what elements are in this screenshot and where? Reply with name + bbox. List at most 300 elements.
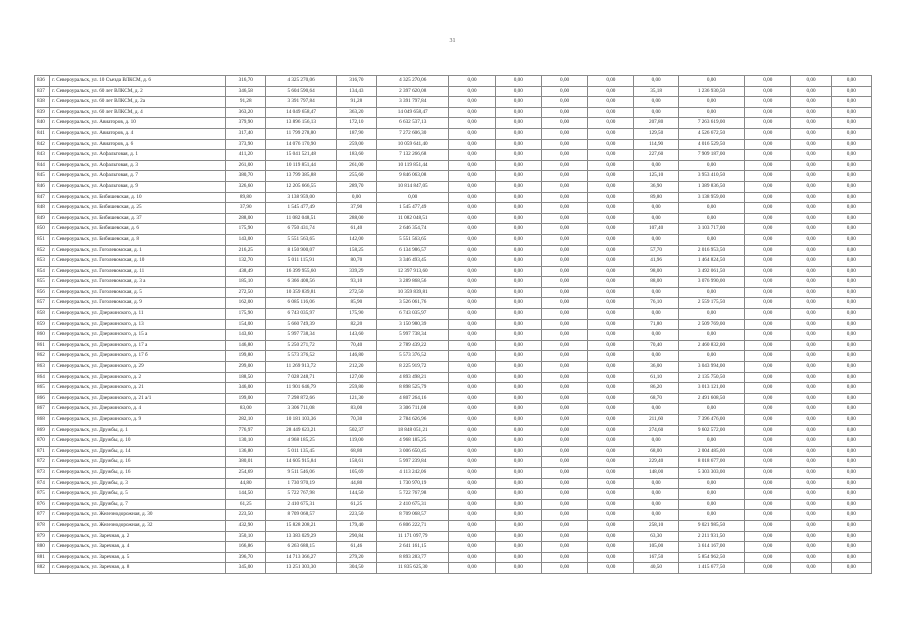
cost-2-cell: 0,00 [495, 139, 541, 150]
total-area-cell: 438,49 [226, 266, 266, 277]
total-cost-cell: 10 119 851,44 [266, 160, 336, 171]
area-5-cell: 0,00 [745, 203, 791, 214]
area-2-cell: 0,00 [449, 446, 495, 457]
cost-4-cell: 0,00 [678, 234, 744, 245]
area-2-cell: 0,00 [449, 309, 495, 320]
cost-1-cell: 8 898 525,79 [377, 383, 449, 394]
row-number-cell: 844 [35, 160, 50, 171]
table-row [35, 404, 872, 415]
extra-cell: 0,00 [831, 362, 871, 373]
cost-5-cell: 0,00 [791, 192, 831, 203]
cost-5-cell: 0,00 [791, 372, 831, 383]
cost-5-cell: 0,00 [791, 478, 831, 489]
area-3-cell: 0,00 [541, 181, 587, 192]
area-1-cell: 144,50 [336, 489, 376, 500]
address-cell: г. Североуральск, ул. Железнодорожная, д. 32 [50, 520, 226, 531]
total-area-cell: 223,50 [226, 510, 266, 521]
area-4-cell: 63,30 [634, 531, 678, 542]
area-5-cell: 0,00 [745, 383, 791, 394]
cost-3-cell: 0,00 [588, 552, 634, 563]
table-row [35, 277, 872, 288]
cost-3-cell: 0,00 [588, 256, 634, 267]
cost-5-cell: 0,00 [791, 309, 831, 320]
cost-3-cell: 0,00 [588, 150, 634, 161]
area-2-cell: 0,00 [449, 404, 495, 415]
cost-1-cell: 4 113 242,06 [377, 467, 449, 478]
total-area-cell: 136,80 [226, 446, 266, 457]
total-area-cell: 146,80 [226, 340, 266, 351]
cost-1-cell: 7 132 266,68 [377, 150, 449, 161]
area-2-cell: 0,00 [449, 542, 495, 553]
total-area-cell: 363,20 [226, 107, 266, 118]
cost-1-cell: 11 835 625,30 [377, 563, 449, 574]
row-number-cell: 881 [35, 552, 50, 563]
extra-cell: 0,00 [831, 467, 871, 478]
cost-4-cell: 3 013 121,00 [678, 383, 744, 394]
cost-3-cell: 0,00 [588, 107, 634, 118]
area-1-cell: 61,46 [336, 542, 376, 553]
area-2-cell: 0,00 [449, 181, 495, 192]
area-3-cell: 0,00 [541, 478, 587, 489]
cost-2-cell: 0,00 [495, 425, 541, 436]
cost-2-cell: 0,00 [495, 245, 541, 256]
area-2-cell: 0,00 [449, 234, 495, 245]
area-3-cell: 0,00 [541, 340, 587, 351]
row-number-cell: 859 [35, 319, 50, 330]
cost-5-cell: 0,00 [791, 319, 831, 330]
cost-1-cell: 10 119 851,44 [377, 160, 449, 171]
cost-1-cell: 3 346 493,45 [377, 256, 449, 267]
cost-2-cell: 0,00 [495, 404, 541, 415]
row-number-cell: 875 [35, 489, 50, 500]
area-2-cell: 0,00 [449, 340, 495, 351]
cost-4-cell: 0,00 [678, 489, 744, 500]
row-number-cell: 860 [35, 330, 50, 341]
area-4-cell: 86,20 [634, 383, 678, 394]
cost-3-cell: 0,00 [588, 245, 634, 256]
address-cell: г. Североуральск, ул. Гоголевомская, д. 1 [50, 245, 226, 256]
cost-5-cell: 0,00 [791, 277, 831, 288]
area-5-cell: 0,00 [745, 319, 791, 330]
cost-4-cell: 0,00 [678, 97, 744, 108]
area-4-cell: 105,00 [634, 542, 678, 553]
total-cost-cell: 2 410 675,31 [266, 499, 336, 510]
area-5-cell: 0,00 [745, 118, 791, 129]
row-number-cell: 869 [35, 425, 50, 436]
area-2-cell: 0,00 [449, 150, 495, 161]
area-1-cell: 93,10 [336, 277, 376, 288]
area-1-cell: 261,00 [336, 160, 376, 171]
cost-2-cell: 0,00 [495, 330, 541, 341]
area-1-cell: 83,00 [336, 404, 376, 415]
area-5-cell: 0,00 [745, 76, 791, 87]
cost-3-cell: 0,00 [588, 86, 634, 97]
area-3-cell: 0,00 [541, 542, 587, 553]
area-4-cell: 70,40 [634, 340, 678, 351]
cost-1-cell: 3 289 868,56 [377, 277, 449, 288]
area-1-cell: 279,20 [336, 552, 376, 563]
extra-cell: 0,00 [831, 192, 871, 203]
row-number-cell: 877 [35, 510, 50, 521]
cost-4-cell: 2 491 608,50 [678, 393, 744, 404]
area-4-cell: 61,10 [634, 372, 678, 383]
cost-5-cell: 0,00 [791, 351, 831, 362]
cost-4-cell: 2 135 750,50 [678, 372, 744, 383]
area-1-cell: 183,60 [336, 150, 376, 161]
area-5-cell: 0,00 [745, 552, 791, 563]
area-1-cell: 172,10 [336, 118, 376, 129]
total-cost-cell: 5 604 590,64 [266, 86, 336, 97]
cost-4-cell: 9 021 985,50 [678, 520, 744, 531]
total-area-cell: 288,00 [226, 213, 266, 224]
cost-4-cell: 5 854 962,50 [678, 552, 744, 563]
area-3-cell: 0,00 [541, 351, 587, 362]
total-area-cell: 776,97 [226, 425, 266, 436]
cost-5-cell: 0,00 [791, 404, 831, 415]
cost-1-cell: 7 272 606,30 [377, 128, 449, 139]
cost-5-cell: 0,00 [791, 330, 831, 341]
area-4-cell: 71,80 [634, 319, 678, 330]
cost-1-cell: 2 410 675,31 [377, 499, 449, 510]
cost-4-cell: 3 492 061,50 [678, 266, 744, 277]
area-1-cell: 339,29 [336, 266, 376, 277]
row-number-cell: 854 [35, 266, 50, 277]
cost-4-cell: 0,00 [678, 330, 744, 341]
area-1-cell: 70,40 [336, 340, 376, 351]
total-cost-cell: 15 041 521,48 [266, 150, 336, 161]
total-area-cell: 216,25 [226, 245, 266, 256]
cost-4-cell: 7 263 619,00 [678, 118, 744, 129]
area-3-cell: 0,00 [541, 86, 587, 97]
address-cell: г. Североуральск, ул. Заречная, д. 4 [50, 542, 226, 553]
cost-4-cell: 1 415 677,50 [678, 563, 744, 574]
address-cell: г. Североуральск, ул. Дружбы, д. 14 [50, 446, 226, 457]
area-2-cell: 0,00 [449, 128, 495, 139]
area-3-cell: 0,00 [541, 446, 587, 457]
cost-1-cell: 4 893 498,21 [377, 372, 449, 383]
cost-2-cell: 0,00 [495, 192, 541, 203]
total-area-cell: 188,50 [226, 372, 266, 383]
area-2-cell: 0,00 [449, 97, 495, 108]
row-number-cell: 838 [35, 97, 50, 108]
area-4-cell: 0,00 [634, 309, 678, 320]
total-area-cell: 175,90 [226, 309, 266, 320]
extra-cell: 0,00 [831, 436, 871, 447]
cost-5-cell: 0,00 [791, 118, 831, 129]
table-row [35, 139, 872, 150]
area-5-cell: 0,00 [745, 563, 791, 574]
extra-cell: 0,00 [831, 446, 871, 457]
cost-4-cell: 0,00 [678, 478, 744, 489]
cost-2-cell: 0,00 [495, 86, 541, 97]
area-5-cell: 0,00 [745, 181, 791, 192]
area-1-cell: 61,25 [336, 499, 376, 510]
area-5-cell: 0,00 [745, 139, 791, 150]
area-4-cell: 0,00 [634, 97, 678, 108]
row-number-cell: 836 [35, 76, 50, 87]
address-cell: г. Североуральск, ул. Дзержинского, д. 9 [50, 415, 226, 426]
area-2-cell: 0,00 [449, 319, 495, 330]
table-row [35, 76, 872, 87]
area-5-cell: 0,00 [745, 510, 791, 521]
area-1-cell: 223,50 [336, 510, 376, 521]
total-cost-cell: 13 896 156,13 [266, 118, 336, 129]
row-number-cell: 840 [35, 118, 50, 129]
address-cell: г. Североуральск, ул. Авиаторов, д. 10 [50, 118, 226, 129]
address-cell: г. Североуральск, ул. Авиаторов, д. 4 [50, 128, 226, 139]
table-row [35, 86, 872, 97]
area-4-cell: 36,00 [634, 362, 678, 373]
area-2-cell: 0,00 [449, 372, 495, 383]
area-2-cell: 0,00 [449, 266, 495, 277]
row-number-cell: 858 [35, 309, 50, 320]
table-row [35, 97, 872, 108]
cost-1-cell: 3 006 650,45 [377, 446, 449, 457]
total-area-cell: 346,00 [226, 383, 266, 394]
area-2-cell: 0,00 [449, 224, 495, 235]
total-area-cell: 380,01 [226, 457, 266, 468]
table-row [35, 107, 872, 118]
cost-5-cell: 0,00 [791, 76, 831, 87]
cost-1-cell: 8 709 068,57 [377, 510, 449, 521]
total-cost-cell: 5 011 115,91 [266, 256, 336, 267]
cost-4-cell: 5 303 303,00 [678, 467, 744, 478]
cost-1-cell: 14 049 658,47 [377, 107, 449, 118]
row-number-cell: 853 [35, 256, 50, 267]
area-5-cell: 0,00 [745, 224, 791, 235]
cost-4-cell: 0,00 [678, 404, 744, 415]
area-4-cell: 0,00 [634, 436, 678, 447]
cost-2-cell: 0,00 [495, 393, 541, 404]
row-number-cell: 861 [35, 340, 50, 351]
extra-cell: 0,00 [831, 520, 871, 531]
address-cell: г. Североуральск, ул. Асфальтовая, д. 9 [50, 181, 226, 192]
table-row [35, 362, 872, 373]
area-3-cell: 0,00 [541, 457, 587, 468]
area-3-cell: 0,00 [541, 309, 587, 320]
extra-cell: 0,00 [831, 97, 871, 108]
extra-cell: 0,00 [831, 552, 871, 563]
area-2-cell: 0,00 [449, 383, 495, 394]
area-3-cell: 0,00 [541, 372, 587, 383]
extra-cell: 0,00 [831, 234, 871, 245]
table-row [35, 436, 872, 447]
cost-5-cell: 0,00 [791, 520, 831, 531]
row-number-cell: 847 [35, 192, 50, 203]
cost-2-cell: 0,00 [495, 531, 541, 542]
table-row [35, 531, 872, 542]
table-row [35, 563, 872, 574]
address-cell: г. Североуральск, ул. Заречная, д. 5 [50, 552, 226, 563]
total-area-cell: 175,90 [226, 224, 266, 235]
cost-4-cell: 3 043 994,00 [678, 362, 744, 373]
table-row [35, 393, 872, 404]
area-2-cell: 0,00 [449, 118, 495, 129]
cost-3-cell: 0,00 [588, 446, 634, 457]
cost-4-cell: 0,00 [678, 499, 744, 510]
area-5-cell: 0,00 [745, 404, 791, 415]
area-1-cell: 179,40 [336, 520, 376, 531]
cost-2-cell: 0,00 [495, 118, 541, 129]
cost-2-cell: 0,00 [495, 150, 541, 161]
cost-5-cell: 0,00 [791, 203, 831, 214]
cost-4-cell: 3 138 959,00 [678, 192, 744, 203]
table-row [35, 128, 872, 139]
extra-cell: 0,00 [831, 139, 871, 150]
total-cost-cell: 10 359 839,81 [266, 287, 336, 298]
extra-cell: 0,00 [831, 118, 871, 129]
extra-cell: 0,00 [831, 277, 871, 288]
area-3-cell: 0,00 [541, 415, 587, 426]
total-area-cell: 89,80 [226, 192, 266, 203]
area-2-cell: 0,00 [449, 467, 495, 478]
area-1-cell: 158,25 [336, 245, 376, 256]
area-3-cell: 0,00 [541, 404, 587, 415]
table-row [35, 383, 872, 394]
address-cell: г. Североуральск, ул. Асфальтовая, д. 7 [50, 171, 226, 182]
area-3-cell: 0,00 [541, 245, 587, 256]
area-2-cell: 0,00 [449, 552, 495, 563]
table-row [35, 245, 872, 256]
cost-4-cell: 9 602 572,00 [678, 425, 744, 436]
cost-3-cell: 0,00 [588, 425, 634, 436]
area-2-cell: 0,00 [449, 107, 495, 118]
cost-2-cell: 0,00 [495, 499, 541, 510]
page-number: 31 [449, 38, 456, 44]
cost-1-cell: 3 391 797,84 [377, 97, 449, 108]
cost-2-cell: 0,00 [495, 234, 541, 245]
cost-4-cell: 0,00 [678, 213, 744, 224]
cost-2-cell: 0,00 [495, 213, 541, 224]
extra-cell: 0,00 [831, 150, 871, 161]
total-area-cell: 44,80 [226, 478, 266, 489]
cost-3-cell: 0,00 [588, 139, 634, 150]
total-cost-cell: 7 028 248,71 [266, 372, 336, 383]
address-cell: г. Североуральск, ул. Гоголевомская, д. 9 [50, 298, 226, 309]
address-cell: г. Североуральск, ул. Дружбы, д. 16 [50, 457, 226, 468]
area-2-cell: 0,00 [449, 330, 495, 341]
cost-3-cell: 0,00 [588, 171, 634, 182]
area-4-cell: 258,10 [634, 520, 678, 531]
area-4-cell: 207,80 [634, 118, 678, 129]
row-number-cell: 849 [35, 213, 50, 224]
address-cell: г. Североуральск, ул. Гоголевомская, д. 11 [50, 266, 226, 277]
register-table [34, 75, 872, 574]
total-area-cell: 261,00 [226, 160, 266, 171]
cost-1-cell: 2 646 354,74 [377, 224, 449, 235]
extra-cell: 0,00 [831, 340, 871, 351]
cost-5-cell: 0,00 [791, 510, 831, 521]
total-cost-cell: 5 660 749,39 [266, 319, 336, 330]
cost-3-cell: 0,00 [588, 457, 634, 468]
cost-1-cell: 10 359 839,81 [377, 287, 449, 298]
area-4-cell: 0,00 [634, 510, 678, 521]
area-1-cell: 304,50 [336, 563, 376, 574]
cost-2-cell: 0,00 [495, 415, 541, 426]
total-area-cell: 91,28 [226, 97, 266, 108]
cost-5-cell: 0,00 [791, 563, 831, 574]
area-3-cell: 0,00 [541, 203, 587, 214]
cost-1-cell: 3 306 711,08 [377, 404, 449, 415]
cost-4-cell: 0,00 [678, 436, 744, 447]
area-2-cell: 0,00 [449, 76, 495, 87]
total-area-cell: 411,20 [226, 150, 266, 161]
cost-1-cell: 5 722 767,98 [377, 489, 449, 500]
extra-cell: 0,00 [831, 383, 871, 394]
area-4-cell: 0,00 [634, 404, 678, 415]
extra-cell: 0,00 [831, 309, 871, 320]
area-3-cell: 0,00 [541, 319, 587, 330]
address-cell: г. Североуральск, ул. Железнодорожная, д. 30 [50, 510, 226, 521]
area-5-cell: 0,00 [745, 520, 791, 531]
area-4-cell: 35,18 [634, 86, 678, 97]
area-3-cell: 0,00 [541, 552, 587, 563]
cost-2-cell: 0,00 [495, 160, 541, 171]
row-number-cell: 841 [35, 128, 50, 139]
cost-5-cell: 0,00 [791, 245, 831, 256]
address-cell: г. Североуральск, ул. Дружбы, д. 1 [50, 425, 226, 436]
total-area-cell: 166,86 [226, 542, 266, 553]
area-5-cell: 0,00 [745, 457, 791, 468]
cost-3-cell: 0,00 [588, 160, 634, 171]
area-5-cell: 0,00 [745, 192, 791, 203]
cost-1-cell: 4 807 264,16 [377, 393, 449, 404]
area-5-cell: 0,00 [745, 393, 791, 404]
cost-5-cell: 0,00 [791, 86, 831, 97]
area-2-cell: 0,00 [449, 203, 495, 214]
area-4-cell: 167,50 [634, 552, 678, 563]
area-4-cell: 0,00 [634, 478, 678, 489]
cost-2-cell: 0,00 [495, 340, 541, 351]
area-5-cell: 0,00 [745, 425, 791, 436]
cost-5-cell: 0,00 [791, 107, 831, 118]
cost-5-cell: 0,00 [791, 531, 831, 542]
area-1-cell: 272,50 [336, 287, 376, 298]
cost-4-cell: 0,00 [678, 76, 744, 87]
cost-4-cell: 2 509 769,00 [678, 319, 744, 330]
total-area-cell: 282,10 [226, 415, 266, 426]
cost-5-cell: 0,00 [791, 467, 831, 478]
area-4-cell: 89,80 [634, 192, 678, 203]
area-1-cell: 212,20 [336, 362, 376, 373]
cost-4-cell: 1 236 930,50 [678, 86, 744, 97]
cost-1-cell: 6 632 537,13 [377, 118, 449, 129]
cost-2-cell: 0,00 [495, 446, 541, 457]
area-3-cell: 0,00 [541, 150, 587, 161]
area-3-cell: 0,00 [541, 97, 587, 108]
total-area-cell: 326,60 [226, 181, 266, 192]
area-2-cell: 0,00 [449, 277, 495, 288]
area-4-cell: 0,00 [634, 499, 678, 510]
total-cost-cell: 6 263 688,15 [266, 542, 336, 553]
row-number-cell: 863 [35, 362, 50, 373]
row-number-cell: 842 [35, 139, 50, 150]
table-row [35, 552, 872, 563]
cost-5-cell: 0,00 [791, 457, 831, 468]
area-5-cell: 0,00 [745, 446, 791, 457]
area-2-cell: 0,00 [449, 489, 495, 500]
extra-cell: 0,00 [831, 160, 871, 171]
total-area-cell: 380,70 [226, 171, 266, 182]
cost-1-cell: 1 545 477,49 [377, 203, 449, 214]
area-5-cell: 0,00 [745, 489, 791, 500]
cost-1-cell: 18 848 051,21 [377, 425, 449, 436]
area-2-cell: 0,00 [449, 256, 495, 267]
cost-1-cell: 5 551 563,65 [377, 234, 449, 245]
extra-cell: 0,00 [831, 287, 871, 298]
area-4-cell: 0,00 [634, 160, 678, 171]
total-cost-cell: 3 391 797,84 [266, 97, 336, 108]
